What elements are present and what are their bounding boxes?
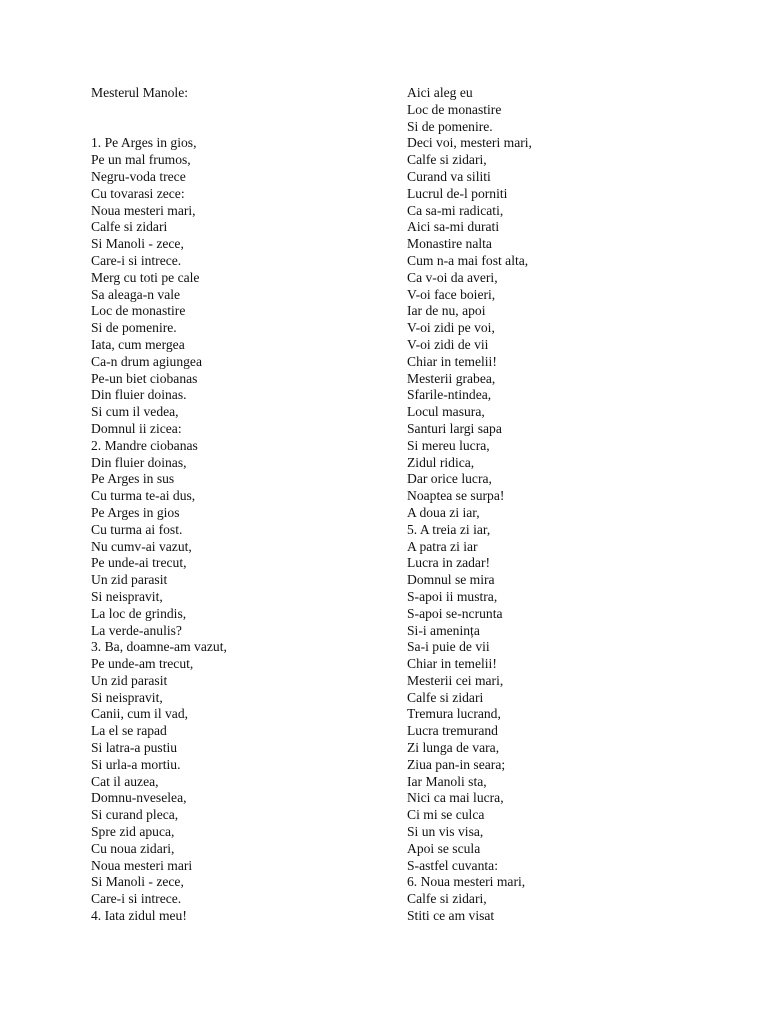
verse-line: La loc de grindis, [91,605,187,621]
verse-line: Pe unde-am trecut, [91,656,194,672]
right-column [407,85,532,925]
verse-line: Sa aleaga-n vale [91,286,181,302]
verse-line: La el se rapad [91,723,167,739]
verse-line: Pe Arges in gios [91,504,180,520]
verse-line: Ca-n drum agiungea [91,353,202,369]
verse-line: Si de pomenire. [407,118,493,134]
verse-line: Zidul ridica, [407,454,475,470]
verse-line: La verde-anulis? [91,622,182,638]
verse-line: Calfe si zidari [91,219,168,235]
verse-line: Nu cumv-ai vazut, [91,538,192,554]
verse-line: Cu tovarasi zece: [91,185,185,201]
verse-line: Noua mesteri mari [91,857,193,873]
verse-line: Si neispravit, [91,689,163,705]
verse-line: Si cum il vedea, [91,404,179,420]
verse-line: Si de pomenire. [91,320,177,336]
verse-line: Locul masura, [407,404,485,420]
verse-line: Sa-i puie de vii [407,639,490,655]
poem-title: Mesterul Manole: [91,85,189,100]
verse-line: Din fluier doinas, [91,454,187,470]
verse-line: Santuri largi sapa [407,420,502,436]
verse-line: Loc de monastire [91,303,186,319]
verse-line: Calfe si zidari, [407,152,487,168]
verse-line: Aici aleg eu [407,85,473,100]
verse-line: 5. A treia zi iar, [407,521,491,537]
verse-line: Ca sa-mi radicati, [407,202,504,218]
title-spacer-2 [91,119,227,136]
verse-line: A patra zi iar [407,538,478,554]
verse-line: Si neispravit, [91,588,163,604]
verse-line: Loc de monastire [407,101,502,117]
verse-line: Calfe si zidari, [407,891,487,907]
verse-line: Tremura lucrand, [407,706,501,722]
verse-line: Care-i si intrece. [91,252,182,268]
verse-line: Chiar in temelii! [407,353,497,369]
verse-line: Calfe si zidari [407,689,484,705]
left-verse-block [91,135,227,924]
verse-line: Apoi se scula [407,840,481,856]
verse-line: Chiar in temelii! [407,656,497,672]
verse-line: Lucra tremurand [407,723,498,739]
verse-line: Merg cu toti pe cale [91,269,200,285]
verse-line: Zi lunga de vara, [407,740,500,756]
verse-line: Cu turma ai fost. [91,521,183,537]
verse-line: Noaptea se surpa! [407,488,505,504]
verse-line: Ci mi se culca [407,807,485,823]
verse-line: 4. Iata zidul meu! [91,908,187,924]
verse-line: Negru-voda trece [91,168,186,184]
verse-line: Mesterii grabea, [407,370,496,386]
verse-line: Canii, cum il vad, [91,706,189,722]
verse-line: Cu turma te-ai dus, [91,488,196,504]
verse-line: Ca v-oi da averi, [407,269,498,285]
verse-line: Domnu-nveselea, [91,790,187,806]
verse-line: Si curand pleca, [91,807,179,823]
verse-line: S-apoi se-ncrunta [407,605,503,621]
verse-line: Un zid parasit [91,572,168,588]
verse-line: Iata, cum mergea [91,336,185,352]
verse-line: Pe unde-ai trecut, [91,555,187,571]
verse-line: 2. Mandre ciobanas [91,437,198,453]
verse-line: V-oi zidi de vii [407,336,489,352]
verse-line: Curand va siliti [407,168,491,184]
verse-line: Si latra-a pustiu [91,740,178,756]
verse-line: Si Manoli - zece, [91,874,184,890]
verse-line: Lucrul de-l porniti [407,185,508,201]
right-verse-block [407,85,532,925]
verse-line: Si urla-a mortiu. [91,756,181,772]
verse-line: Noua mesteri mari, [91,202,196,218]
verse-line: Care-i si intrece. [91,891,182,907]
verse-line: Si-i amenința [407,622,480,638]
verse-line: V-oi zidi pe voi, [407,320,495,336]
verse-line: Domnul se mira [407,572,495,588]
verse-line: Si un vis visa, [407,824,484,840]
verse-line: Cum n-a mai fost alta, [407,252,529,268]
verse-line: Pe Arges in sus [91,471,175,487]
verse-line: Si Manoli - zece, [91,236,184,252]
verse-line: Pe-un biet ciobanas [91,370,198,386]
verse-line: Monastire nalta [407,236,492,252]
verse-line: Pe un mal frumos, [91,152,191,168]
verse-line: 6. Noua mesteri mari, [407,874,526,890]
verse-line: S-apoi ii mustra, [407,588,498,604]
title-spacer [91,102,227,119]
verse-line: Un zid parasit [91,672,168,688]
verse-line: A doua zi iar, [407,504,480,520]
verse-line: Dar orice lucra, [407,471,492,487]
verse-line: Cat il auzea, [91,773,159,789]
left-column [91,85,227,925]
verse-line: Domnul ii zicea: [91,420,182,436]
verse-line: Cu noua zidari, [91,840,175,856]
verse-line: Iar de nu, apoi [407,303,486,319]
verse-line: V-oi face boieri, [407,286,496,302]
verse-line: Deci voi, mesteri mari, [407,135,532,151]
verse-line: Nici ca mai lucra, [407,790,504,806]
verse-line: 1. Pe Arges in gios, [91,135,197,151]
verse-line: Iar Manoli sta, [407,773,487,789]
verse-line: Mesterii cei mari, [407,672,504,688]
verse-line: 3. Ba, doamne-am vazut, [91,639,227,655]
verse-line: Lucra in zadar! [407,555,491,571]
verse-line: Sfarile-ntindea, [407,387,492,403]
verse-line: Ziua pan-in seara; [407,756,506,772]
verse-line: Stiti ce am visat [407,908,495,924]
verse-line: Spre zid apuca, [91,824,175,840]
verse-line: Din fluier doinas. [91,387,187,403]
verse-line: Aici sa-mi durati [407,219,500,235]
verse-line: Si mereu lucra, [407,437,490,453]
verse-line: S-astfel cuvanta: [407,857,498,873]
